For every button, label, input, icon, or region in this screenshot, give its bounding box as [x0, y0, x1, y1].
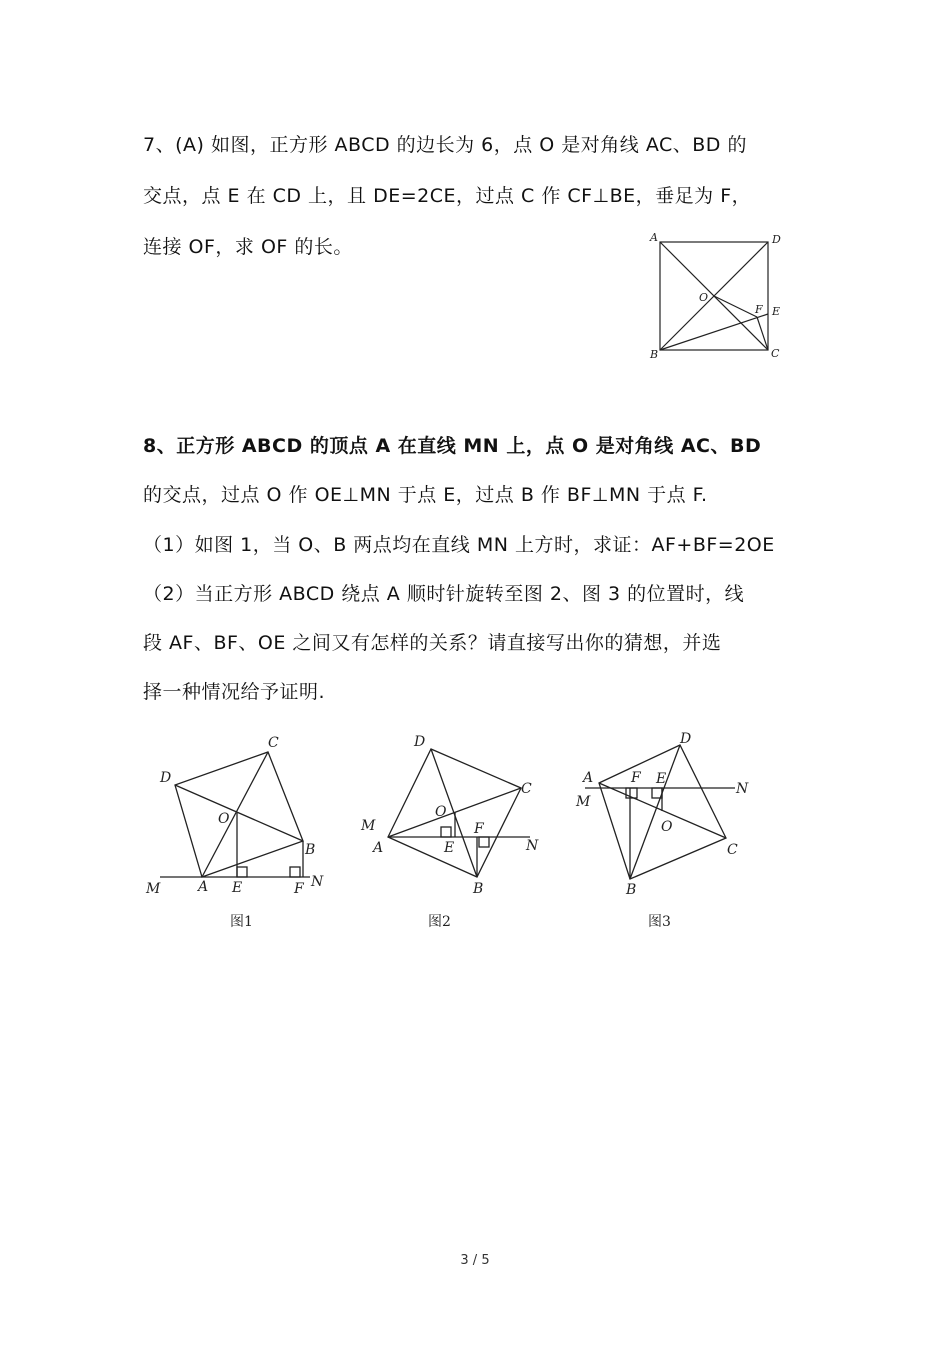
- q8-line-4: （2）当正方形 ABCD 绕点 A 顺时针旋转至图 2、图 3 的位置时，线: [143, 583, 745, 605]
- segment-of: [714, 296, 757, 317]
- q7-line-2: 交点，点 E 在 CD 上，且 DE=2CE，过点 C 作 CF⊥BE，垂足为 F，: [143, 185, 752, 207]
- q7-label-a: A: [650, 231, 658, 244]
- q7-label-f: F: [755, 303, 763, 316]
- fig1-label-m: M: [146, 881, 161, 897]
- fig3-label-d: D: [680, 731, 692, 747]
- q8-figure-1: [140, 730, 340, 935]
- fig2-label-m: M: [361, 818, 376, 834]
- fig3-label-b: B: [626, 882, 637, 898]
- q7-label-o: O: [699, 291, 709, 304]
- fig1-label-f: F: [294, 881, 304, 897]
- q7-line-3: 连接 OF，求 OF 的长。: [143, 236, 353, 258]
- fig1-label-c: C: [268, 735, 279, 751]
- q7-figure: [645, 230, 795, 365]
- q7-label-e: E: [772, 305, 781, 318]
- fig1-label-a: A: [198, 879, 209, 895]
- q7-line-1: 7、(A) 如图，正方形 ABCD 的边长为 6，点 O 是对角线 AC、BD 的: [143, 134, 747, 156]
- fig1-label-b: B: [305, 842, 316, 858]
- fig1-caption: 图1: [230, 914, 253, 930]
- square-abcd: [175, 752, 303, 877]
- fig3-label-n: N: [736, 781, 749, 797]
- fig2-label-a: A: [373, 840, 384, 856]
- q8-line-1: 8、正方形 ABCD 的顶点 A 在直线 MN 上，点 O 是对角线 AC、BD: [143, 435, 762, 457]
- square-abcd: [599, 745, 726, 879]
- right-angle-e: [237, 867, 247, 877]
- right-angle-e: [441, 827, 451, 837]
- q8-line-5: 段 AF、BF、OE 之间又有怎样的关系？请直接写出你的猜想，并选: [143, 632, 722, 654]
- fig2-label-b: B: [473, 881, 484, 897]
- fig2-label-o: O: [435, 804, 447, 820]
- q8-figure-3: [570, 725, 760, 935]
- diagonal-ac: [202, 752, 268, 877]
- right-angle-f: [290, 867, 300, 877]
- q8-line-6: 择一种情况给予证明.: [143, 681, 326, 703]
- fig1-label-d: D: [160, 770, 172, 786]
- fig1-label-o: O: [218, 811, 230, 827]
- q8-figure-2: [355, 725, 555, 935]
- fig3-label-m: M: [576, 794, 591, 810]
- page-number: 3 / 5: [460, 1253, 490, 1268]
- fig3-label-f: F: [631, 770, 641, 786]
- q7-label-c: C: [771, 347, 780, 360]
- fig3-label-c: C: [727, 842, 738, 858]
- fig2-label-d: D: [414, 734, 426, 750]
- fig3-label-a: A: [583, 770, 594, 786]
- fig3-label-o: O: [661, 819, 673, 835]
- fig2-label-f: F: [474, 821, 484, 837]
- segment-be: [660, 314, 768, 350]
- fig2-label-c: C: [521, 781, 532, 797]
- fig1-label-n: N: [311, 874, 324, 890]
- fig2-label-n: N: [526, 838, 539, 854]
- fig3-caption: 图3: [648, 914, 671, 930]
- q7-label-d: D: [772, 233, 781, 246]
- fig2-label-e: E: [444, 840, 455, 856]
- q7-label-b: B: [650, 348, 659, 361]
- fig3-label-e: E: [656, 771, 667, 787]
- right-angle-f: [479, 837, 489, 847]
- q8-line-2: 的交点，过点 O 作 OE⊥MN 于点 E，过点 B 作 BF⊥MN 于点 F.: [143, 484, 708, 506]
- fig2-caption: 图2: [428, 914, 451, 930]
- q8-line-3: （1）如图 1，当 O、B 两点均在直线 MN 上方时，求证：AF+BF=2OE: [143, 534, 775, 556]
- fig1-label-e: E: [232, 880, 243, 896]
